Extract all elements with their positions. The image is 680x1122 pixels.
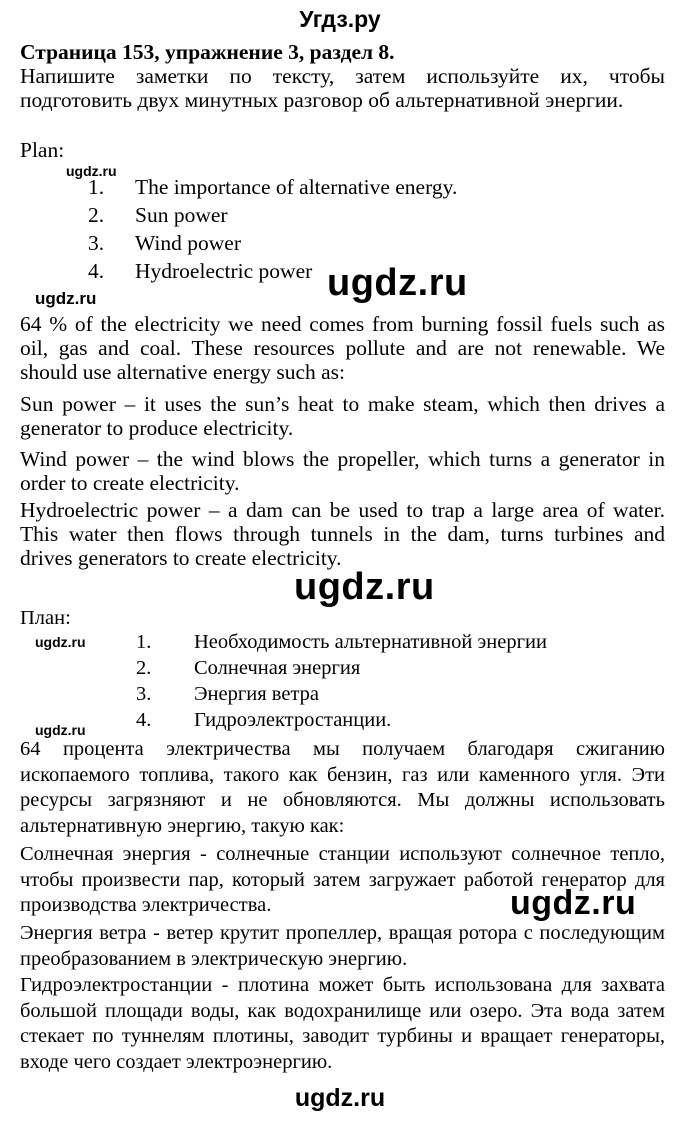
plan-label-ru: План: [20, 607, 71, 629]
watermark-footer: ugdz.ru [294, 1084, 386, 1112]
watermark-large: ugdz.ru [294, 566, 435, 608]
plan-item-text: Wind power [135, 231, 242, 255]
paragraph-ru-wind: Энергия ветра - ветер крутит пропеллер, вращая ротора с последующим преобразованием в электрическую энергию. [20, 922, 665, 970]
paragraph-ru-intro: 64 процента электричества мы получаем благодаря сжиганию ископаемого топлива, такого как бензин, газ или каменного угля. Эти ресурсы загрязняют и не обновляются. Мы должны использовать альтернативную энергию, такую как: [20, 738, 665, 837]
watermark-small: ugdz.ru [66, 163, 117, 179]
plan-item-number: 1. [136, 631, 152, 653]
paragraph-en-hydro: Hydroelectric power – a dam can be used to trap a large area of water. This water then flows through tunnels in the dam, turns turbines and drives generators to create electricity. [20, 498, 665, 570]
plan-item-text: Необходимость альтернативной энергии [194, 631, 547, 653]
paragraph-en-sun: Sun power – it uses the sun’s heat to make steam, which then drives a generator to produce electricity. [20, 392, 665, 440]
plan-item-number: 3. [88, 231, 105, 255]
plan-item-text: Гидроэлектростанции. [194, 709, 392, 731]
watermark-small: ugdz.ru [35, 289, 97, 308]
plan-item-text: Энергия ветра [194, 683, 320, 705]
plan-item-text: Sun power [135, 203, 228, 227]
task-instruction: Напишите заметки по тексту, затем используйте их, чтобы подготовить двух минутных разговор об альтернативной энергии. [20, 64, 665, 112]
watermark-large: ugdz.ru [327, 262, 468, 304]
plan-item-text: The importance of alternative energy. [135, 175, 458, 199]
paragraph-ru-sun: Солнечная энергия - солнечные станции используют солнечное тепло, чтобы произвести пар, который затем загружает работой генератор для производства электричества. [20, 843, 665, 916]
paragraph-en-wind: Wind power – the wind blows the propeller, which turns a generator in order to create electricity. [20, 447, 665, 495]
plan-item-number: 2. [136, 657, 152, 679]
plan-item-number: 3. [136, 683, 152, 705]
plan-item-text: Hydroelectric power [135, 259, 313, 283]
watermark-small: ugdz.ru [35, 634, 86, 650]
plan-item-number: 2. [88, 203, 105, 227]
watermark-small: ugdz.ru [35, 722, 86, 738]
site-header: Угдз.ру [299, 6, 381, 32]
plan-item-number: 4. [136, 709, 152, 731]
plan-item-number: 4. [88, 259, 105, 283]
plan-item-number: 1. [88, 175, 105, 199]
paragraph-ru-hydro: Гидроэлектростанции - плотина может быть использована для захвата большой площади воды, как водохранилище или озеро. Эта вода затем стекает по туннелям плотины, заводит турбины и вращает генераторы, входе чего создает электроэнергию. [20, 974, 665, 1073]
task-title: Страница 153, упражнение 3, раздел 8. [20, 40, 395, 64]
paragraph-en-intro: 64 % of the electricity we need comes from burning fossil fuels such as oil, gas and coal. These resources pollute and are not renewable. We should use alternative energy such as: [20, 312, 665, 384]
plan-item-text: Солнечная энергия [194, 657, 361, 679]
watermark-large: ugdz.ru [510, 884, 637, 922]
plan-label-en: Plan: [20, 138, 65, 162]
